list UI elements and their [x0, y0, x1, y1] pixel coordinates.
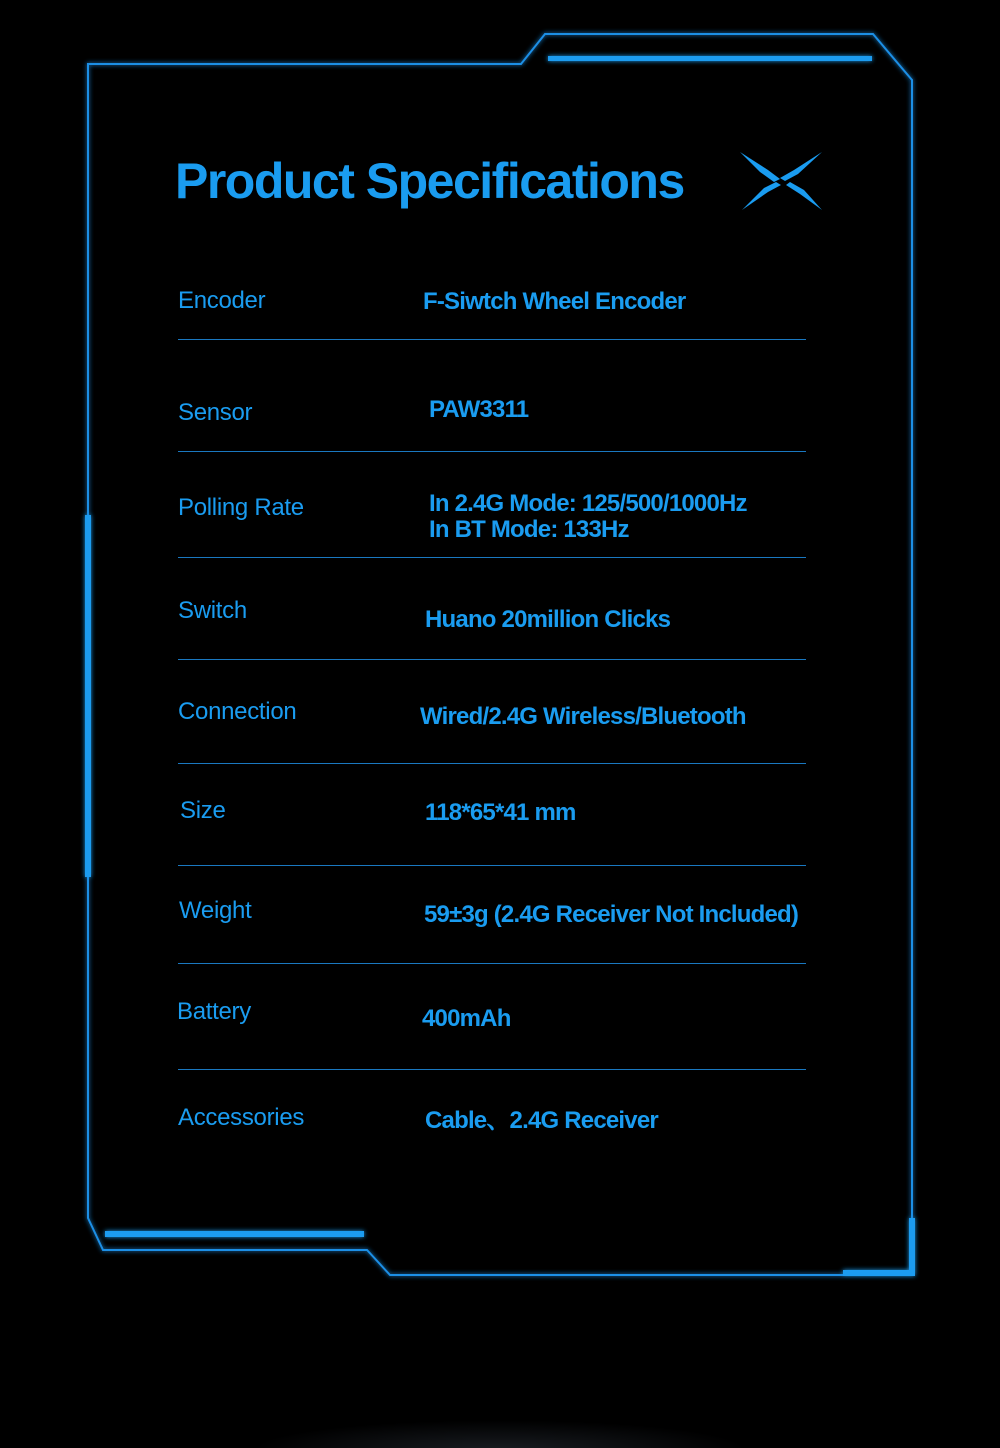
spec-value-connection: Wired/2.4G Wireless/Bluetooth	[420, 703, 746, 730]
frame-accent-top	[548, 56, 872, 61]
spec-divider	[178, 659, 806, 660]
spec-label-switch: Switch	[178, 597, 247, 624]
spec-value-battery: 400mAh	[422, 1005, 511, 1032]
spec-value-encoder: F-Siwtch Wheel Encoder	[423, 288, 686, 315]
spec-value-polling-rate-line-2: In BT Mode: 133Hz	[429, 516, 629, 543]
spec-divider	[178, 763, 806, 764]
x-logo-icon	[738, 150, 824, 212]
spec-divider	[178, 451, 806, 452]
spec-divider	[178, 1069, 806, 1070]
spec-value-weight: 59±3g (2.4G Receiver Not Included)	[424, 901, 799, 928]
spec-divider	[178, 865, 806, 866]
spec-label-encoder: Encoder	[178, 287, 266, 314]
spec-label-accessories: Accessories	[178, 1104, 305, 1131]
spec-label-weight: Weight	[179, 897, 252, 924]
page-title: Product Specifications	[175, 153, 684, 209]
frame-accent-bottom-left	[105, 1231, 364, 1237]
frame-accent-left	[85, 515, 91, 877]
spec-divider	[178, 557, 806, 558]
spec-label-sensor: Sensor	[178, 399, 253, 426]
spec-value-polling-rate-line-1: In 2.4G Mode: 125/500/1000Hz	[429, 490, 747, 517]
spec-value-size: 118*65*41 mm	[425, 799, 576, 826]
frame-accent-corner	[843, 1218, 912, 1273]
spec-label-connection: Connection	[178, 698, 297, 725]
spec-divider	[178, 339, 806, 340]
spec-label-size: Size	[180, 797, 226, 824]
spec-value-sensor: PAW3311	[429, 396, 529, 423]
spec-divider	[178, 963, 806, 964]
spec-label-battery: Battery	[177, 998, 251, 1025]
spec-value-switch: Huano 20million Clicks	[425, 606, 671, 633]
spec-value-accessories: Cable、2.4G Receiver	[425, 1107, 658, 1134]
frame-outline	[88, 34, 912, 1275]
spec-label-polling-rate: Polling Rate	[178, 494, 304, 521]
